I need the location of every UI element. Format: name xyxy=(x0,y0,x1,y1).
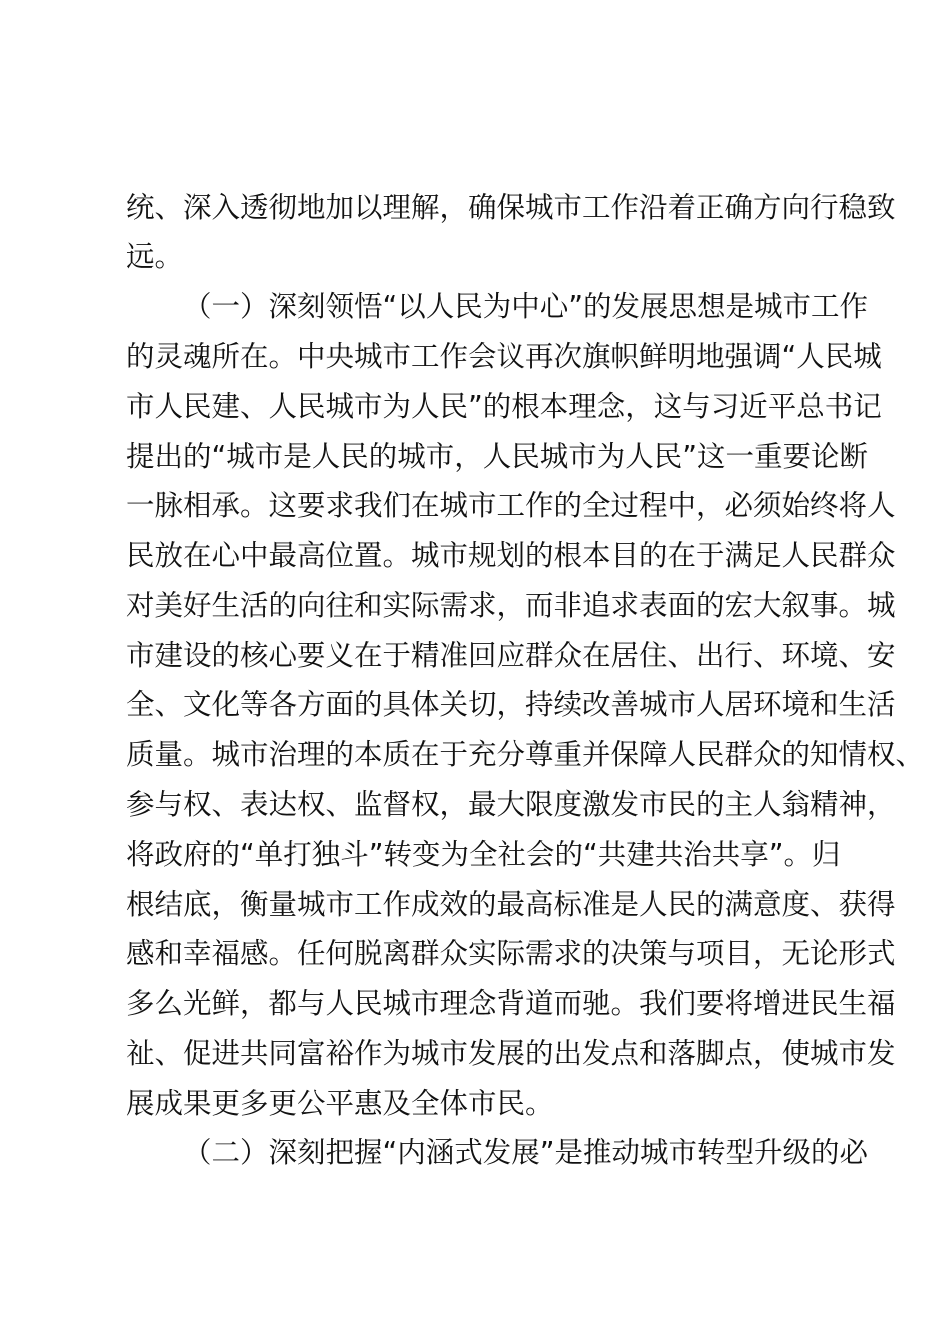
text-line: 一脉相承。这要求我们在城市工作的全过程中，必须始终将人 xyxy=(126,489,896,522)
text-line: 远。 xyxy=(126,240,184,273)
text-line: 参与权、表达权、监督权，最大限度激发市民的主人翁精神， xyxy=(126,788,896,821)
text-line: 祉、促进共同富裕作为城市发展的出发点和落脚点，使城市发 xyxy=(126,1037,896,1070)
text-line: 市建设的核心要义在于精准回应群众在居住、出行、环境、安 xyxy=(126,639,896,672)
text-line: 多么光鲜，都与人民城市理念背道而驰。我们要将增进民生福 xyxy=(126,987,896,1020)
text-line: 市人民建、人民城市为人民”的根本理念，这与习近平总书记 xyxy=(126,390,882,423)
text-line: 质量。城市治理的本质在于充分尊重并保障人民群众的知情权、 xyxy=(126,738,925,771)
text-line: 根结底，衡量城市工作成效的最高标准是人民的满意度、获得 xyxy=(126,888,896,921)
text-line: 统、深入透彻地加以理解，确保城市工作沿着正确方向行稳致 xyxy=(126,191,896,224)
text-line: 提出的“城市是人民的城市，人民城市为人民”这一重要论断 xyxy=(126,440,869,473)
section-heading-1: （一）深刻领悟“以人民为中心”的发展思想是城市工作 xyxy=(183,290,869,323)
text-line: 的灵魂所在。中央城市工作会议再次旗帜鲜明地强调“人民城 xyxy=(126,340,882,373)
text-line: 对美好生活的向往和实际需求，而非追求表面的宏大叙事。城 xyxy=(126,589,896,622)
section-heading-2: （二）深刻把握“内涵式发展”是推动城市转型升级的必 xyxy=(183,1136,869,1169)
text-line: 民放在心中最高位置。城市规划的根本目的在于满足人民群众 xyxy=(126,539,896,572)
text-line: 将政府的“单打独斗”转变为全社会的“共建共治共享”。归 xyxy=(126,838,841,871)
text-line: 全、文化等各方面的具体关切，持续改善城市人居环境和生活 xyxy=(126,688,896,721)
text-line: 感和幸福感。任何脱离群众实际需求的决策与项目，无论形式 xyxy=(126,937,896,970)
text-line: 展成果更多更公平惠及全体市民。 xyxy=(126,1087,554,1120)
